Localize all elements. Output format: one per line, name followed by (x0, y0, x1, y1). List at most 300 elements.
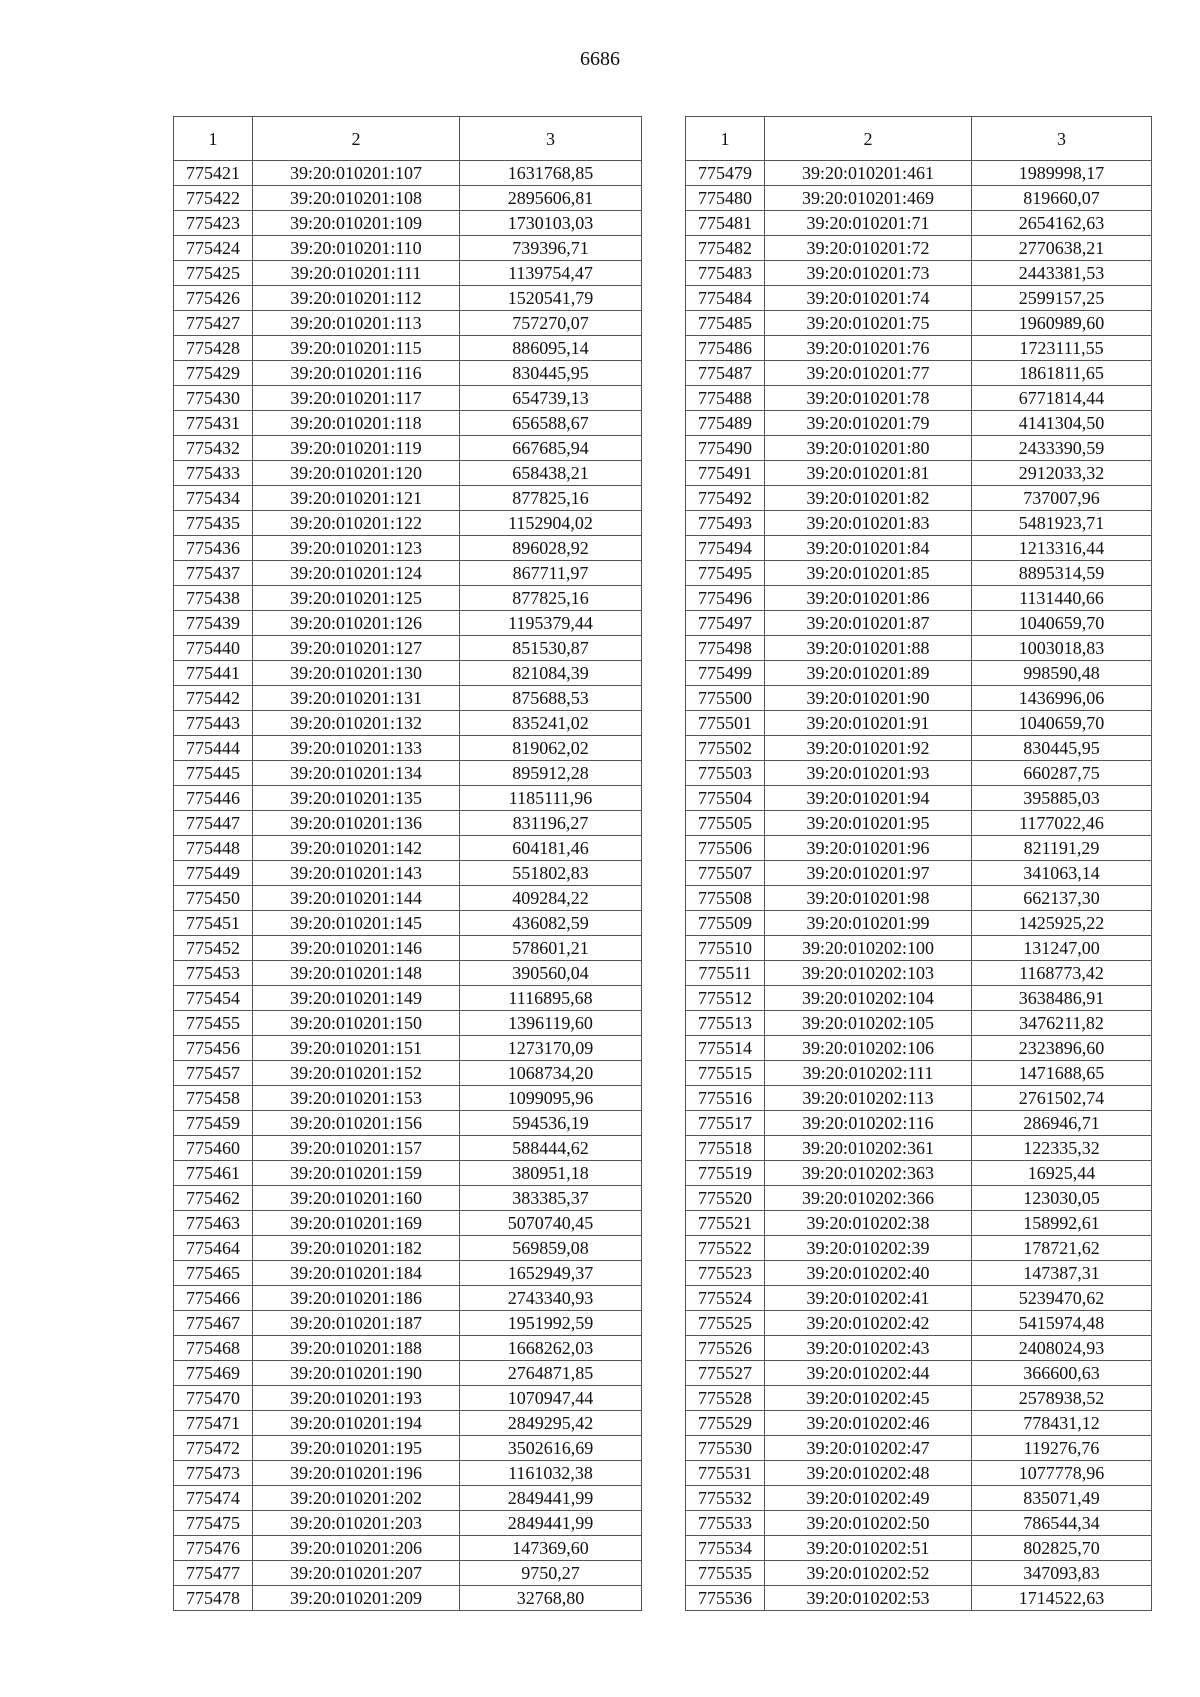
row-number-cell: 775458 (174, 1086, 253, 1111)
row-number-cell: 775465 (174, 1261, 253, 1286)
row-number-cell: 775457 (174, 1061, 253, 1086)
table-row (174, 161, 642, 186)
value-cell: 6771814,44 (972, 386, 1152, 411)
cadastral-number-cell: 39:20:010201:84 (765, 536, 972, 561)
row-number-cell: 775518 (686, 1136, 765, 1161)
row-number-cell: 775515 (686, 1061, 765, 1086)
value-cell: 341063,14 (972, 861, 1152, 886)
column-header-2: 2 (253, 117, 460, 161)
value-cell: 821191,29 (972, 836, 1152, 861)
cadastral-number-cell: 39:20:010201:145 (253, 911, 460, 936)
cadastral-number-cell: 39:20:010202:111 (765, 1061, 972, 1086)
table-row (174, 311, 642, 336)
table-row (174, 536, 642, 561)
table-row (174, 1236, 642, 1261)
value-cell: 604181,46 (460, 836, 642, 861)
value-cell: 594536,19 (460, 1111, 642, 1136)
table-row (174, 1186, 642, 1211)
value-cell: 178721,62 (972, 1236, 1152, 1261)
value-cell: 131247,00 (972, 936, 1152, 961)
cadastral-number-cell: 39:20:010201:152 (253, 1061, 460, 1086)
value-cell: 1139754,47 (460, 261, 642, 286)
row-number-cell: 775490 (686, 436, 765, 461)
value-cell: 821084,39 (460, 661, 642, 686)
cadastral-number-cell: 39:20:010201:74 (765, 286, 972, 311)
row-number-cell: 775441 (174, 661, 253, 686)
value-cell: 1631768,85 (460, 161, 642, 186)
value-cell: 8895314,59 (972, 561, 1152, 586)
table-row (686, 1136, 1152, 1161)
cadastral-number-cell: 39:20:010202:38 (765, 1211, 972, 1236)
cadastral-number-cell: 39:20:010202:363 (765, 1161, 972, 1186)
row-number-cell: 775467 (174, 1311, 253, 1336)
value-cell: 390560,04 (460, 961, 642, 986)
table-row (686, 761, 1152, 786)
table-row (686, 1411, 1152, 1436)
cadastral-number-cell: 39:20:010201:190 (253, 1361, 460, 1386)
header-row (686, 117, 1152, 161)
value-cell: 1213316,44 (972, 536, 1152, 561)
cadastral-number-cell: 39:20:010201:94 (765, 786, 972, 811)
table-row (174, 1561, 642, 1586)
cadastral-number-cell: 39:20:010202:40 (765, 1261, 972, 1286)
value-cell: 2761502,74 (972, 1086, 1152, 1111)
table-row (686, 936, 1152, 961)
cadastral-number-cell: 39:20:010201:86 (765, 586, 972, 611)
cadastral-number-cell: 39:20:010201:111 (253, 261, 460, 286)
table-row (686, 486, 1152, 511)
cadastral-number-cell: 39:20:010202:100 (765, 936, 972, 961)
cadastral-number-cell: 39:20:010201:118 (253, 411, 460, 436)
cadastral-number-cell: 39:20:010202:46 (765, 1411, 972, 1436)
value-cell: 2849441,99 (460, 1486, 642, 1511)
row-number-cell: 775483 (686, 261, 765, 286)
value-cell: 1177022,46 (972, 811, 1152, 836)
row-number-cell: 775443 (174, 711, 253, 736)
row-number-cell: 775447 (174, 811, 253, 836)
value-cell: 819062,02 (460, 736, 642, 761)
table-row (686, 1511, 1152, 1536)
cadastral-number-cell: 39:20:010201:108 (253, 186, 460, 211)
cadastral-number-cell: 39:20:010201:149 (253, 986, 460, 1011)
row-number-cell: 775497 (686, 611, 765, 636)
value-cell: 851530,87 (460, 636, 642, 661)
value-cell: 2323896,60 (972, 1036, 1152, 1061)
row-number-cell: 775446 (174, 786, 253, 811)
row-number-cell: 775442 (174, 686, 253, 711)
value-cell: 1436996,06 (972, 686, 1152, 711)
value-cell: 654739,13 (460, 386, 642, 411)
row-number-cell: 775480 (686, 186, 765, 211)
value-cell: 5239470,62 (972, 1286, 1152, 1311)
value-cell: 32768,80 (460, 1586, 642, 1611)
cadastral-number-cell: 39:20:010201:91 (765, 711, 972, 736)
table-row (174, 411, 642, 436)
cadastral-number-cell: 39:20:010201:130 (253, 661, 460, 686)
table-row (174, 911, 642, 936)
cadastral-number-cell: 39:20:010202:41 (765, 1286, 972, 1311)
value-cell: 119276,76 (972, 1436, 1152, 1461)
value-cell: 5070740,45 (460, 1211, 642, 1236)
value-cell: 1152904,02 (460, 511, 642, 536)
cadastral-number-cell: 39:20:010201:195 (253, 1436, 460, 1461)
cadastral-number-cell: 39:20:010202:53 (765, 1586, 972, 1611)
column-header-2: 2 (765, 117, 972, 161)
value-cell: 147387,31 (972, 1261, 1152, 1286)
value-cell: 778431,12 (972, 1411, 1152, 1436)
table-row (686, 161, 1152, 186)
cadastral-number-cell: 39:20:010201:144 (253, 886, 460, 911)
page-number: 6686 (580, 48, 620, 70)
table-row (686, 1211, 1152, 1236)
value-cell: 831196,27 (460, 811, 642, 836)
row-number-cell: 775517 (686, 1111, 765, 1136)
table-row (174, 436, 642, 461)
table-row (174, 1411, 642, 1436)
row-number-cell: 775474 (174, 1486, 253, 1511)
row-number-cell: 775476 (174, 1536, 253, 1561)
row-number-cell: 775436 (174, 536, 253, 561)
row-number-cell: 775432 (174, 436, 253, 461)
table-row (174, 736, 642, 761)
value-cell: 739396,71 (460, 236, 642, 261)
cadastral-number-cell: 39:20:010202:43 (765, 1336, 972, 1361)
row-number-cell: 775460 (174, 1136, 253, 1161)
right-table (685, 116, 1152, 1611)
row-number-cell: 775423 (174, 211, 253, 236)
value-cell: 122335,32 (972, 1136, 1152, 1161)
row-number-cell: 775435 (174, 511, 253, 536)
value-cell: 551802,83 (460, 861, 642, 886)
table-row (686, 586, 1152, 611)
value-cell: 1195379,44 (460, 611, 642, 636)
table-row (686, 1261, 1152, 1286)
table-row (686, 636, 1152, 661)
cadastral-number-cell: 39:20:010201:82 (765, 486, 972, 511)
row-number-cell: 775486 (686, 336, 765, 361)
cadastral-number-cell: 39:20:010201:132 (253, 711, 460, 736)
row-number-cell: 775525 (686, 1311, 765, 1336)
cadastral-number-cell: 39:20:010201:469 (765, 186, 972, 211)
row-number-cell: 775489 (686, 411, 765, 436)
value-cell: 802825,70 (972, 1536, 1152, 1561)
row-number-cell: 775482 (686, 236, 765, 261)
table-row (686, 186, 1152, 211)
value-cell: 5415974,48 (972, 1311, 1152, 1336)
table-row (174, 1161, 642, 1186)
table-row (174, 1261, 642, 1286)
row-number-cell: 775438 (174, 586, 253, 611)
cadastral-number-cell: 39:20:010201:109 (253, 211, 460, 236)
cadastral-number-cell: 39:20:010201:112 (253, 286, 460, 311)
value-cell: 1040659,70 (972, 711, 1152, 736)
value-cell: 1668262,03 (460, 1336, 642, 1361)
row-number-cell: 775514 (686, 1036, 765, 1061)
cadastral-number-cell: 39:20:010201:146 (253, 936, 460, 961)
row-number-cell: 775509 (686, 911, 765, 936)
cadastral-number-cell: 39:20:010201:202 (253, 1486, 460, 1511)
table-row (174, 886, 642, 911)
value-cell: 667685,94 (460, 436, 642, 461)
row-number-cell: 775531 (686, 1461, 765, 1486)
row-number-cell: 775440 (174, 636, 253, 661)
value-cell: 1861811,65 (972, 361, 1152, 386)
row-number-cell: 775466 (174, 1286, 253, 1311)
table-row (686, 1186, 1152, 1211)
cadastral-number-cell: 39:20:010202:47 (765, 1436, 972, 1461)
value-cell: 1116895,68 (460, 986, 642, 1011)
cadastral-number-cell: 39:20:010202:361 (765, 1136, 972, 1161)
table-row (174, 511, 642, 536)
table-row (174, 186, 642, 211)
row-number-cell: 775439 (174, 611, 253, 636)
table-row (174, 1336, 642, 1361)
cadastral-number-cell: 39:20:010201:81 (765, 461, 972, 486)
row-number-cell: 775462 (174, 1186, 253, 1211)
value-cell: 886095,14 (460, 336, 642, 361)
cadastral-number-cell: 39:20:010202:50 (765, 1511, 972, 1536)
row-number-cell: 775496 (686, 586, 765, 611)
table-row (686, 1011, 1152, 1036)
table-row (686, 1361, 1152, 1386)
cadastral-number-cell: 39:20:010201:196 (253, 1461, 460, 1486)
table-row (686, 386, 1152, 411)
value-cell: 1070947,44 (460, 1386, 642, 1411)
cadastral-number-cell: 39:20:010201:90 (765, 686, 972, 711)
row-number-cell: 775499 (686, 661, 765, 686)
row-number-cell: 775434 (174, 486, 253, 511)
cadastral-number-cell: 39:20:010202:105 (765, 1011, 972, 1036)
cadastral-number-cell: 39:20:010201:80 (765, 436, 972, 461)
row-number-cell: 775437 (174, 561, 253, 586)
table-row (686, 786, 1152, 811)
cadastral-number-cell: 39:20:010201:92 (765, 736, 972, 761)
cadastral-number-cell: 39:20:010201:142 (253, 836, 460, 861)
cadastral-number-cell: 39:20:010202:52 (765, 1561, 972, 1586)
row-number-cell: 775469 (174, 1361, 253, 1386)
table-row (174, 211, 642, 236)
value-cell: 2849441,99 (460, 1511, 642, 1536)
cadastral-number-cell: 39:20:010202:51 (765, 1536, 972, 1561)
row-number-cell: 775529 (686, 1411, 765, 1436)
value-cell: 569859,08 (460, 1236, 642, 1261)
row-number-cell: 775536 (686, 1586, 765, 1611)
value-cell: 896028,92 (460, 536, 642, 561)
cadastral-number-cell: 39:20:010201:150 (253, 1011, 460, 1036)
table-row (686, 1111, 1152, 1136)
row-number-cell: 775431 (174, 411, 253, 436)
value-cell: 830445,95 (972, 736, 1152, 761)
table-row (174, 486, 642, 511)
cadastral-number-cell: 39:20:010201:98 (765, 886, 972, 911)
value-cell: 998590,48 (972, 661, 1152, 686)
cadastral-number-cell: 39:20:010201:206 (253, 1536, 460, 1561)
value-cell: 1077778,96 (972, 1461, 1152, 1486)
table-row (686, 836, 1152, 861)
table-row (174, 1436, 642, 1461)
row-number-cell: 775449 (174, 861, 253, 886)
table-row (686, 286, 1152, 311)
table-row (174, 286, 642, 311)
row-number-cell: 775478 (174, 1586, 253, 1611)
table-row (686, 361, 1152, 386)
table-row (174, 1086, 642, 1111)
row-number-cell: 775477 (174, 1561, 253, 1586)
table-row (686, 1311, 1152, 1336)
row-number-cell: 775520 (686, 1186, 765, 1211)
cadastral-number-cell: 39:20:010201:78 (765, 386, 972, 411)
table-row (174, 811, 642, 836)
table-row (686, 861, 1152, 886)
row-number-cell: 775488 (686, 386, 765, 411)
row-number-cell: 775523 (686, 1261, 765, 1286)
value-cell: 286946,71 (972, 1111, 1152, 1136)
row-number-cell: 775500 (686, 686, 765, 711)
value-cell: 737007,96 (972, 486, 1152, 511)
cadastral-number-cell: 39:20:010201:97 (765, 861, 972, 886)
value-cell: 158992,61 (972, 1211, 1152, 1236)
table-row (174, 261, 642, 286)
value-cell: 875688,53 (460, 686, 642, 711)
cadastral-number-cell: 39:20:010201:182 (253, 1236, 460, 1261)
row-number-cell: 775471 (174, 1411, 253, 1436)
row-number-cell: 775533 (686, 1511, 765, 1536)
row-number-cell: 775503 (686, 761, 765, 786)
table-row (686, 1236, 1152, 1261)
row-number-cell: 775506 (686, 836, 765, 861)
cadastral-number-cell: 39:20:010201:113 (253, 311, 460, 336)
cadastral-number-cell: 39:20:010201:461 (765, 161, 972, 186)
row-number-cell: 775502 (686, 736, 765, 761)
column-header-1: 1 (686, 117, 765, 161)
value-cell: 2599157,25 (972, 286, 1152, 311)
row-number-cell: 775522 (686, 1236, 765, 1261)
cadastral-number-cell: 39:20:010201:193 (253, 1386, 460, 1411)
table-row (174, 661, 642, 686)
value-cell: 835241,02 (460, 711, 642, 736)
table-row (686, 461, 1152, 486)
cadastral-number-cell: 39:20:010201:93 (765, 761, 972, 786)
row-number-cell: 775498 (686, 636, 765, 661)
table-row (686, 1036, 1152, 1061)
value-cell: 877825,16 (460, 486, 642, 511)
value-cell: 658438,21 (460, 461, 642, 486)
row-number-cell: 775504 (686, 786, 765, 811)
cadastral-number-cell: 39:20:010201:194 (253, 1411, 460, 1436)
table-row (686, 1386, 1152, 1411)
row-number-cell: 775524 (686, 1286, 765, 1311)
row-number-cell: 775481 (686, 211, 765, 236)
table-row (174, 236, 642, 261)
table-row (686, 661, 1152, 686)
row-number-cell: 775479 (686, 161, 765, 186)
value-cell: 1185111,96 (460, 786, 642, 811)
table-row (686, 1286, 1152, 1311)
value-cell: 1520541,79 (460, 286, 642, 311)
row-number-cell: 775451 (174, 911, 253, 936)
cadastral-number-cell: 39:20:010201:157 (253, 1136, 460, 1161)
cadastral-number-cell: 39:20:010201:186 (253, 1286, 460, 1311)
value-cell: 867711,97 (460, 561, 642, 586)
row-number-cell: 775513 (686, 1011, 765, 1036)
value-cell: 1099095,96 (460, 1086, 642, 1111)
cadastral-number-cell: 39:20:010202:104 (765, 986, 972, 1011)
value-cell: 4141304,50 (972, 411, 1152, 436)
table-row (686, 311, 1152, 336)
row-number-cell: 775519 (686, 1161, 765, 1186)
cadastral-number-cell: 39:20:010201:117 (253, 386, 460, 411)
value-cell: 1396119,60 (460, 1011, 642, 1036)
value-cell: 1652949,37 (460, 1261, 642, 1286)
value-cell: 409284,22 (460, 886, 642, 911)
column-header-3: 3 (972, 117, 1152, 161)
table-row (686, 236, 1152, 261)
row-number-cell: 775453 (174, 961, 253, 986)
table-row (174, 561, 642, 586)
cadastral-number-cell: 39:20:010201:85 (765, 561, 972, 586)
table-row (686, 1436, 1152, 1461)
value-cell: 2895606,81 (460, 186, 642, 211)
table-row (686, 436, 1152, 461)
table-row (686, 961, 1152, 986)
value-cell: 123030,05 (972, 1186, 1152, 1211)
row-number-cell: 775452 (174, 936, 253, 961)
table-row (174, 711, 642, 736)
value-cell: 588444,62 (460, 1136, 642, 1161)
row-number-cell: 775455 (174, 1011, 253, 1036)
value-cell: 2578938,52 (972, 1386, 1152, 1411)
row-number-cell: 775484 (686, 286, 765, 311)
table-row (686, 336, 1152, 361)
value-cell: 877825,16 (460, 586, 642, 611)
cadastral-number-cell: 39:20:010201:115 (253, 336, 460, 361)
cadastral-number-cell: 39:20:010201:72 (765, 236, 972, 261)
value-cell: 1730103,03 (460, 211, 642, 236)
value-cell: 1161032,38 (460, 1461, 642, 1486)
cadastral-number-cell: 39:20:010201:95 (765, 811, 972, 836)
value-cell: 2408024,93 (972, 1336, 1152, 1361)
value-cell: 662137,30 (972, 886, 1152, 911)
cadastral-number-cell: 39:20:010201:153 (253, 1086, 460, 1111)
row-number-cell: 775532 (686, 1486, 765, 1511)
value-cell: 3502616,69 (460, 1436, 642, 1461)
row-number-cell: 775424 (174, 236, 253, 261)
table-row (686, 1461, 1152, 1486)
row-number-cell: 775456 (174, 1036, 253, 1061)
left-table (173, 116, 642, 1611)
cadastral-number-cell: 39:20:010202:44 (765, 1361, 972, 1386)
row-number-cell: 775473 (174, 1461, 253, 1486)
cadastral-number-cell: 39:20:010201:116 (253, 361, 460, 386)
cadastral-number-cell: 39:20:010202:45 (765, 1386, 972, 1411)
value-cell: 2770638,21 (972, 236, 1152, 261)
row-number-cell: 775493 (686, 511, 765, 536)
value-cell: 1168773,42 (972, 961, 1152, 986)
table-row (686, 1536, 1152, 1561)
row-number-cell: 775507 (686, 861, 765, 886)
row-number-cell: 775485 (686, 311, 765, 336)
row-number-cell: 775491 (686, 461, 765, 486)
table-row (174, 1586, 642, 1611)
table-row (174, 1136, 642, 1161)
value-cell: 436082,59 (460, 911, 642, 936)
table-row (686, 1086, 1152, 1111)
table-row (174, 1361, 642, 1386)
row-number-cell: 775421 (174, 161, 253, 186)
table-row (174, 836, 642, 861)
table-row (686, 1561, 1152, 1586)
cadastral-number-cell: 39:20:010202:116 (765, 1111, 972, 1136)
